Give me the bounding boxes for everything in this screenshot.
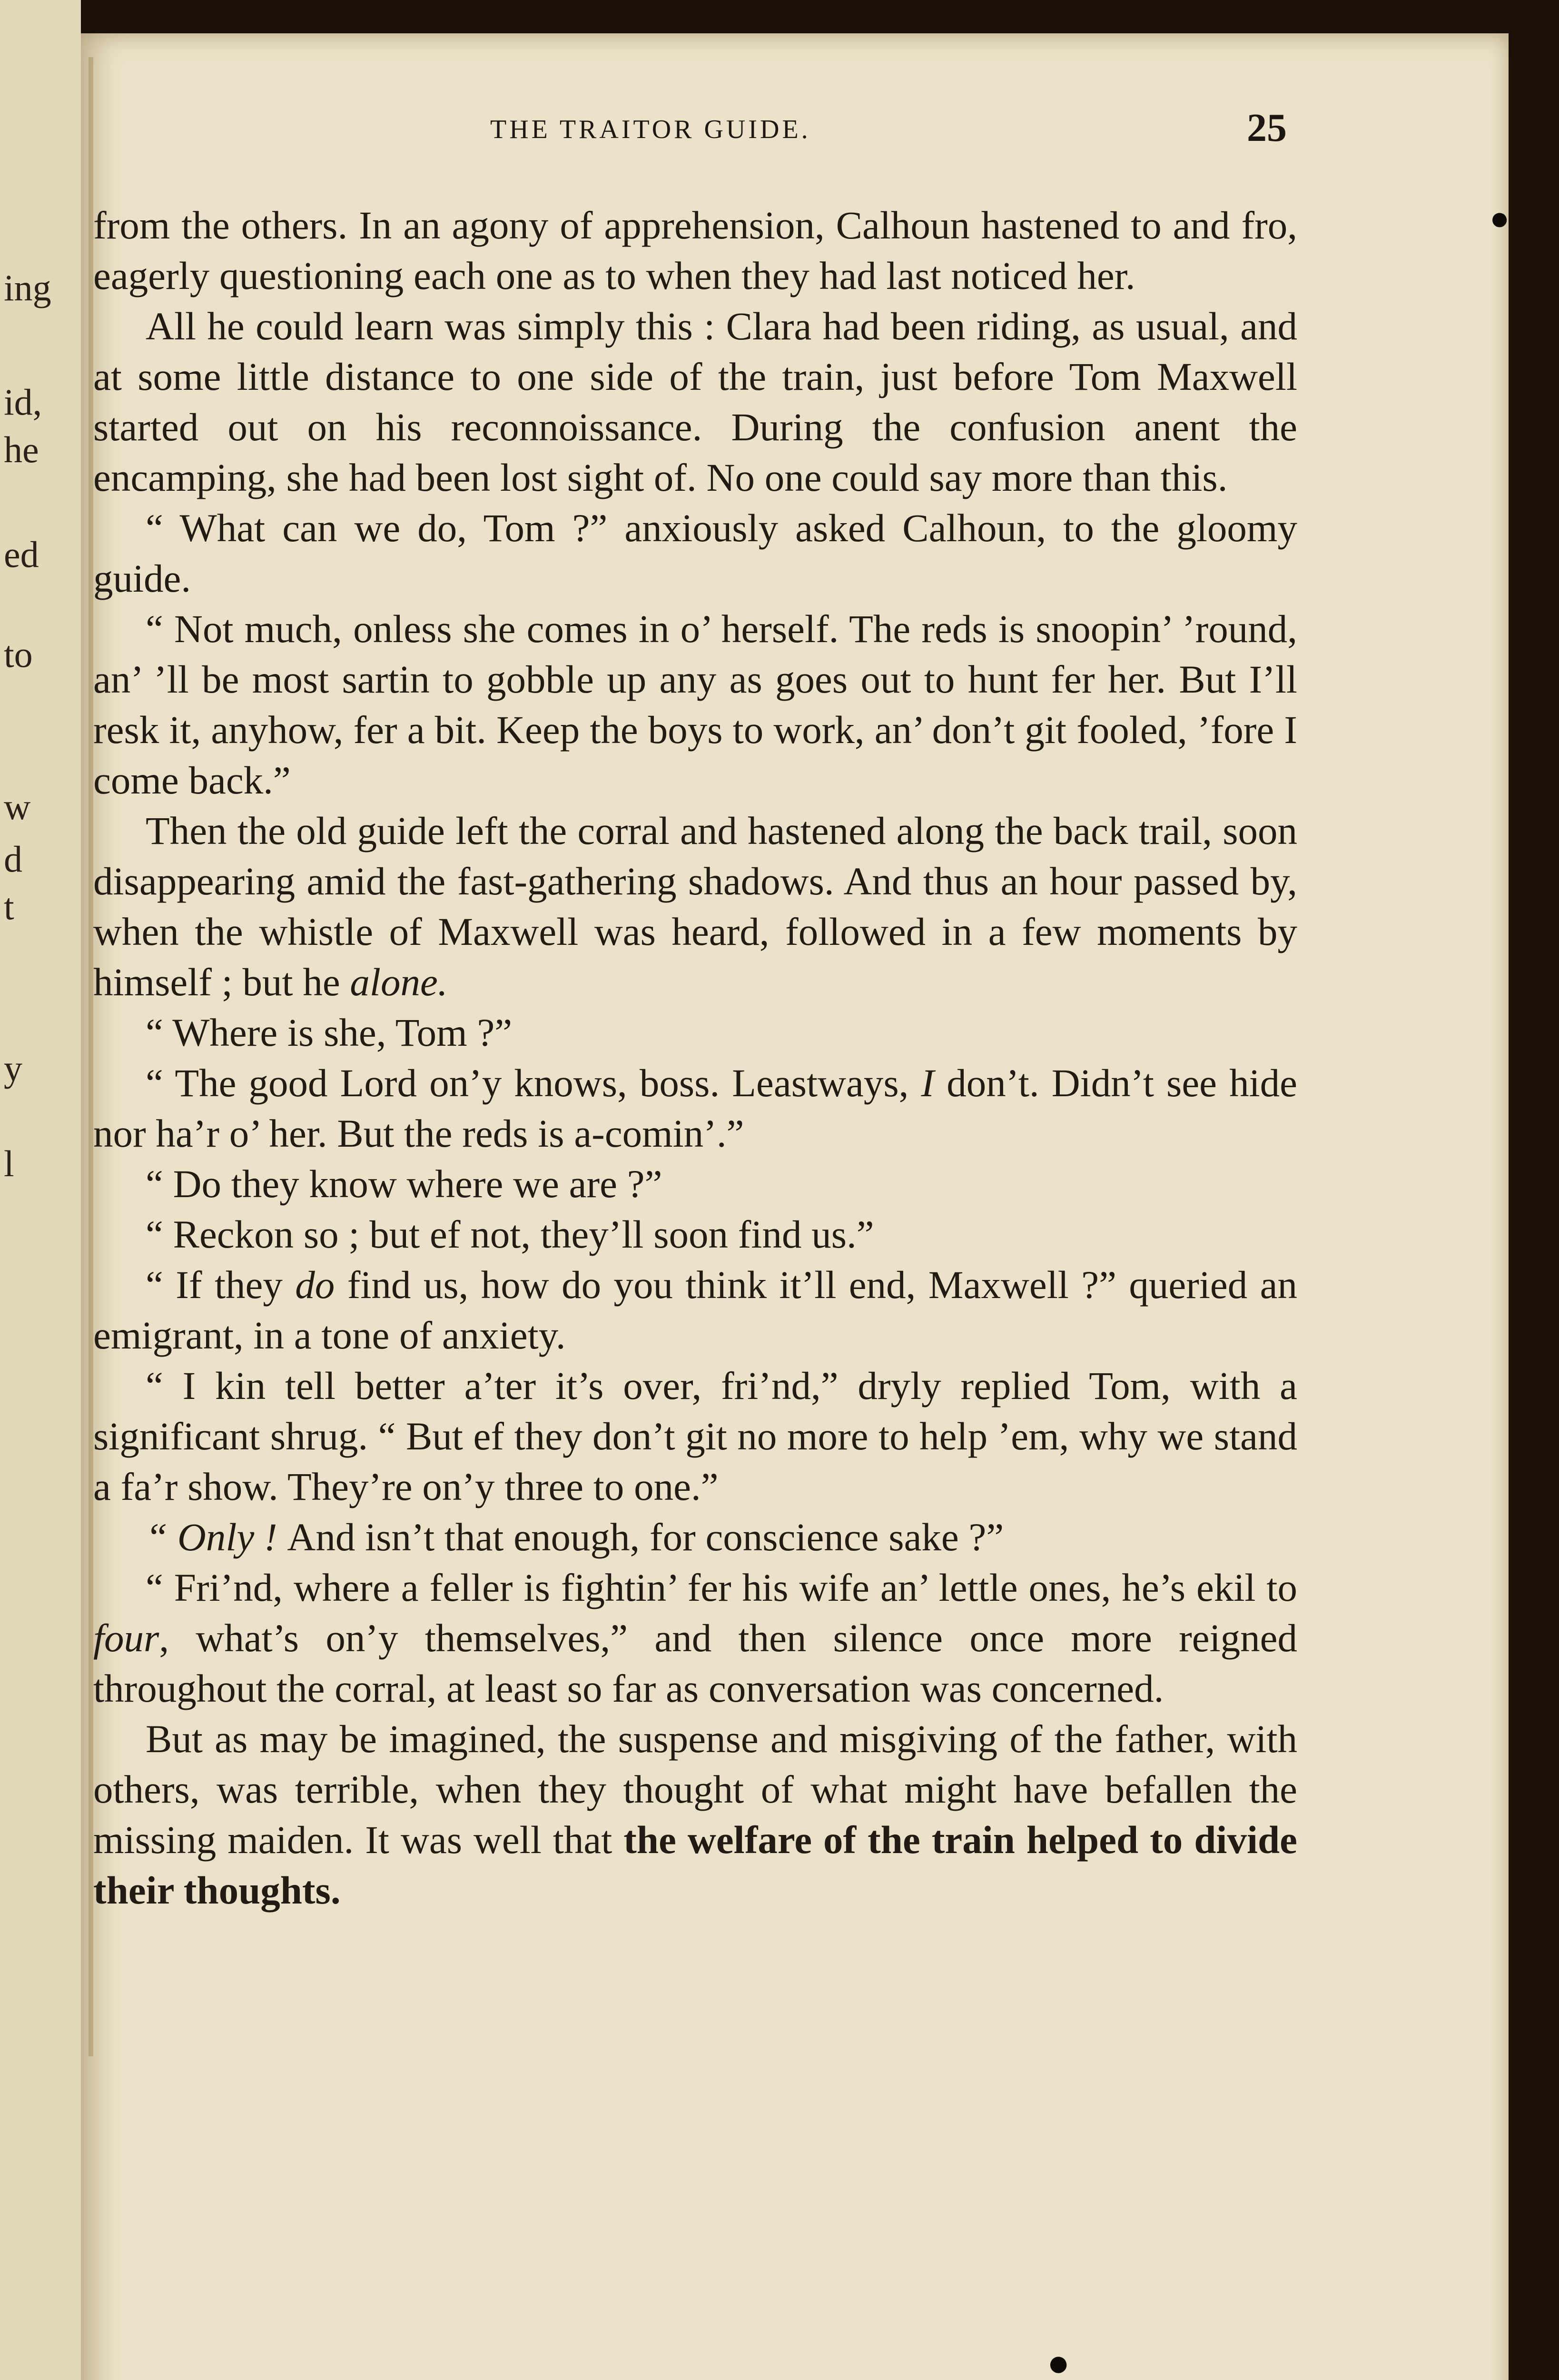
paragraph-text: And isn’t that enough, for conscience sake ?”	[287, 1515, 1004, 1559]
paragraph-text: “ The good Lord on’y knows, boss. Leastways,	[146, 1061, 921, 1105]
paragraph-text: “ What can we do, Tom ?” anxiously asked Calhoun, to the gloomy guide.	[93, 506, 1297, 600]
paragraph	[93, 1159, 1297, 1209]
paragraph	[93, 1007, 1297, 1058]
ink-blot-icon: ●	[1490, 200, 1510, 237]
paragraph	[93, 200, 1297, 301]
prev-page-fragment: ed	[4, 534, 39, 575]
paragraph-text: the welfare of the train helped to divide their thoughts.	[93, 1818, 1298, 1912]
prev-page-fragment: y	[4, 1048, 22, 1089]
prev-page-fragment: l	[4, 1143, 14, 1184]
paragraph-text: All he could learn was simply this : Clara had been riding, as usual, and at some little distance to one side of the train, just before Tom Maxwell started out on his reconnoissance. During the confusion anent the encamping, she had been lost sight of. No one could say more than this.	[93, 304, 1297, 499]
paragraph-text: , what’s on’y themselves,” and then silence once more reigned throughout the corral, at least so far as conversation was concerned.	[93, 1616, 1297, 1710]
paragraph-text: “ Fri’nd, where a feller is fightin’ fer his wife an’ lettle ones, he’s ekil to	[146, 1566, 1297, 1609]
paragraph-text: don’t. Didn’t see hide nor ha’r o’ her. But the reds is a-comin’.”	[93, 1061, 1297, 1155]
page-header	[0, 105, 1559, 162]
prev-page-fragment: w	[4, 786, 31, 827]
page-number: 25	[1247, 106, 1287, 150]
paragraph	[93, 604, 1297, 805]
prev-page-fragment: id,	[4, 381, 42, 423]
paragraph	[93, 301, 1297, 503]
page-gutter	[89, 57, 93, 2056]
paragraph-text: But as may be imagined, the suspense and misgiving of the father, with others, was terrible, when they thought of what might have befallen the missing maiden. It was well that	[93, 1717, 1297, 1862]
running-title: THE TRAITOR GUIDE.	[490, 115, 811, 144]
paragraph	[93, 1209, 1297, 1259]
paragraph-text: “ If they	[146, 1263, 296, 1307]
paragraph-text: find us, how do you think it’ll end, Maxwell ?” queried an emigrant, in a tone of anxiety.	[93, 1263, 1297, 1357]
paragraph	[93, 503, 1297, 604]
italic-word: four	[93, 1616, 159, 1660]
paragraph	[93, 1058, 1297, 1159]
prev-page-fragment: he	[4, 429, 39, 470]
prev-page-fragment: ing	[4, 267, 51, 308]
paragraph	[93, 1562, 1297, 1714]
paragraph	[93, 1259, 1297, 1360]
paragraph-text: “ Do they know where we are ?”	[146, 1162, 662, 1206]
paragraph-text: “ Where is she, Tom ?”	[146, 1011, 513, 1054]
paragraph-text: “ Not much, onless she comes in o’ herself. The reds is snoopin’ ’round, an’ ’ll be most sartin to gobble up any as goes out to hunt fer her. But I’ll resk it, anyhow, fer a bit. Keep the boys to work, an’ don’t git fooled, ’fore I come back.”	[93, 607, 1297, 802]
paragraph	[93, 1360, 1297, 1512]
italic-word: do	[295, 1263, 335, 1307]
italic-word: I	[921, 1061, 935, 1105]
paragraph	[93, 805, 1297, 1007]
previous-page-edge	[0, 0, 81, 2380]
paragraph-text: “ Reckon so ; but ef not, they’ll soon find us.”	[146, 1212, 874, 1256]
italic-word: “ Only !	[146, 1515, 287, 1559]
prev-page-fragment: to	[4, 634, 33, 675]
prev-page-fragment: d	[4, 838, 22, 880]
paragraph-text: Then the old guide left the corral and hastened along the back trail, soon disappearing amid the fast-gathering shadows. And thus an hour passed by, when the whistle of Maxwell was heard, followed in a few moments by himself ; but he	[93, 809, 1297, 1004]
paragraph	[93, 1714, 1297, 1915]
paragraph-text: “ I kin tell better a’ter it’s over, fri’nd,” dryly replied Tom, with a significant shrug. “ But ef they don’t git no more to help ’em, why we stand a fa’r show. They’re on’y three to one.”	[93, 1364, 1297, 1508]
ink-blot-icon: ●	[1047, 2342, 1070, 2380]
paragraph-text: from the others. In an agony of apprehension, Calhoun hastened to and fro, eagerly questioning each one as to when they had last noticed her.	[93, 203, 1297, 298]
paragraph	[93, 1512, 1297, 1562]
italic-word: alone.	[350, 960, 448, 1004]
prev-page-fragment: t	[4, 886, 14, 927]
page-body	[93, 200, 1297, 1915]
